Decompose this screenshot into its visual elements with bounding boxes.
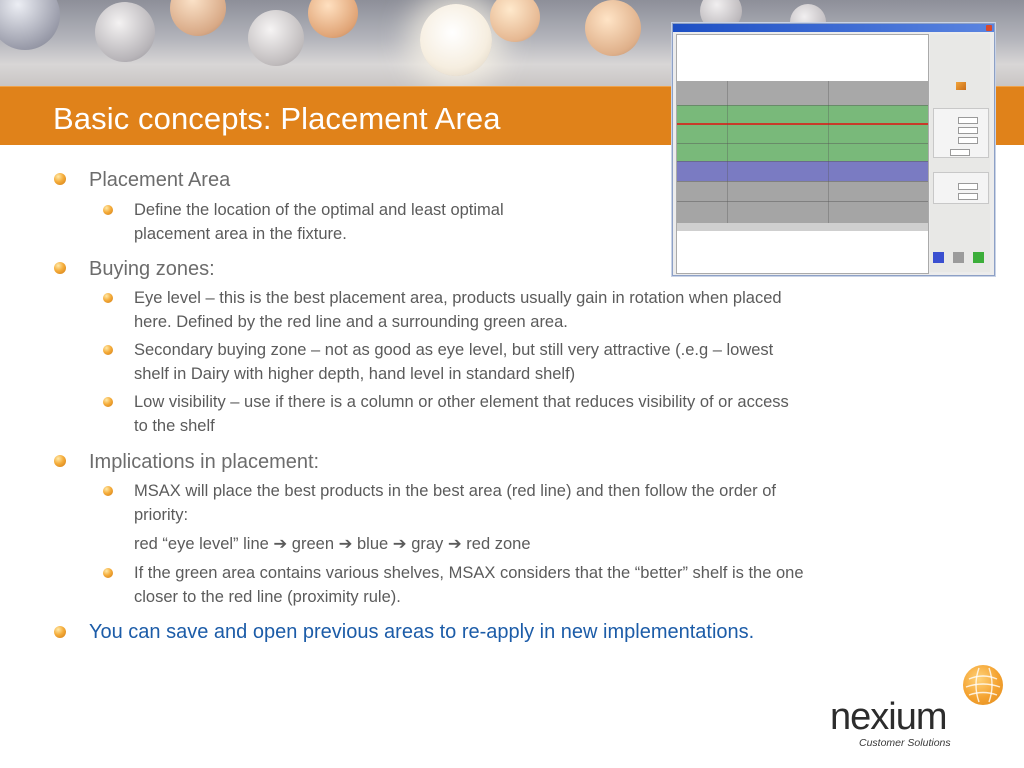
sub-bullet-text: here. Defined by the red line and a surrounding green area. — [134, 313, 568, 331]
bullet-implications: Implications in placement: — [89, 451, 320, 473]
mini-input[interactable] — [958, 117, 978, 124]
zone-blue — [677, 161, 928, 181]
shelf-line — [677, 161, 928, 162]
sub-bullet-text: Define the location of the optimal and least optimal — [134, 201, 504, 219]
fixture-canvas — [676, 34, 929, 274]
sub-bullet-text: placement area in the fixture. — [134, 225, 347, 243]
shelf-line — [677, 105, 928, 106]
sub-bullet-text: to the shelf — [134, 417, 215, 435]
slide-title: Basic concepts: Placement Area — [53, 101, 501, 136]
sub-bullet-icon — [103, 293, 113, 303]
sub-bullet-icon — [103, 486, 113, 496]
zone-gray — [677, 81, 928, 105]
sub-bullet-text: Eye level – this is the best placement area, products usually gain in rotation when placed — [134, 289, 782, 307]
nexium-logo-icon — [963, 665, 1003, 705]
bullet-placement-area: Placement Area — [89, 169, 231, 191]
shelf-line — [677, 201, 928, 202]
placement-app-screenshot — [672, 23, 995, 276]
sub-bullet-icon — [103, 345, 113, 355]
inset-window-titlebar — [673, 24, 994, 32]
shelf-line — [677, 181, 928, 182]
mini-input[interactable] — [950, 149, 970, 156]
placement-icon — [956, 82, 966, 90]
bullet-icon — [54, 626, 66, 638]
secondary-zone-group — [933, 172, 989, 204]
sub-bullet-icon — [103, 568, 113, 578]
zone-light-gray — [677, 223, 928, 231]
sub-bullet-text: shelf in Dairy with higher depth, hand level in standard shelf) — [134, 365, 576, 383]
bullet-icon — [54, 262, 66, 274]
mini-input[interactable] — [958, 193, 978, 200]
zone-green — [677, 105, 928, 161]
sub-bullet-text: Low visibility – use if there is a column or other element that reduces visibility of or access — [134, 393, 789, 411]
sub-bullet-text: closer to the red line (proximity rule). — [134, 588, 401, 606]
eye-level-red-line — [677, 123, 928, 125]
mini-input[interactable] — [958, 137, 978, 144]
bullet-icon — [54, 455, 66, 467]
apply-button[interactable] — [973, 252, 984, 263]
logo-tagline: Customer Solutions — [859, 737, 951, 749]
mini-input[interactable] — [958, 183, 978, 190]
sub-bullet-icon — [103, 397, 113, 407]
zone-gray — [677, 181, 928, 223]
sub-bullet-icon — [103, 205, 113, 215]
sub-bullet-text: MSAX will place the best products in the best area (red line) and then follow the order of — [134, 482, 777, 500]
bullet-save-open: You can save and open previous areas to re-apply in new implementations. — [89, 621, 755, 643]
sub-bullet-text: If the green area contains various shelves, MSAX considers that the “better” shelf is the one — [134, 564, 804, 582]
settings-panel — [930, 34, 990, 272]
close-icon — [986, 25, 992, 31]
priority-order-text: red “eye level” line ➔ green ➔ blue ➔ gray ➔ red zone — [134, 535, 531, 553]
eye-level-group — [933, 108, 989, 158]
nexium-logo: nexium — [830, 696, 947, 738]
bullet-icon — [54, 173, 66, 185]
save-area-button[interactable] — [933, 252, 944, 263]
bullet-buying-zones: Buying zones: — [89, 258, 215, 280]
sub-bullet-text: priority: — [134, 506, 189, 524]
open-area-button[interactable] — [953, 252, 964, 263]
mini-input[interactable] — [958, 127, 978, 134]
sub-bullet-text: Secondary buying zone – not as good as eye level, but still very attractive (.e.g – lowest — [134, 341, 774, 359]
shelf-line — [677, 143, 928, 144]
